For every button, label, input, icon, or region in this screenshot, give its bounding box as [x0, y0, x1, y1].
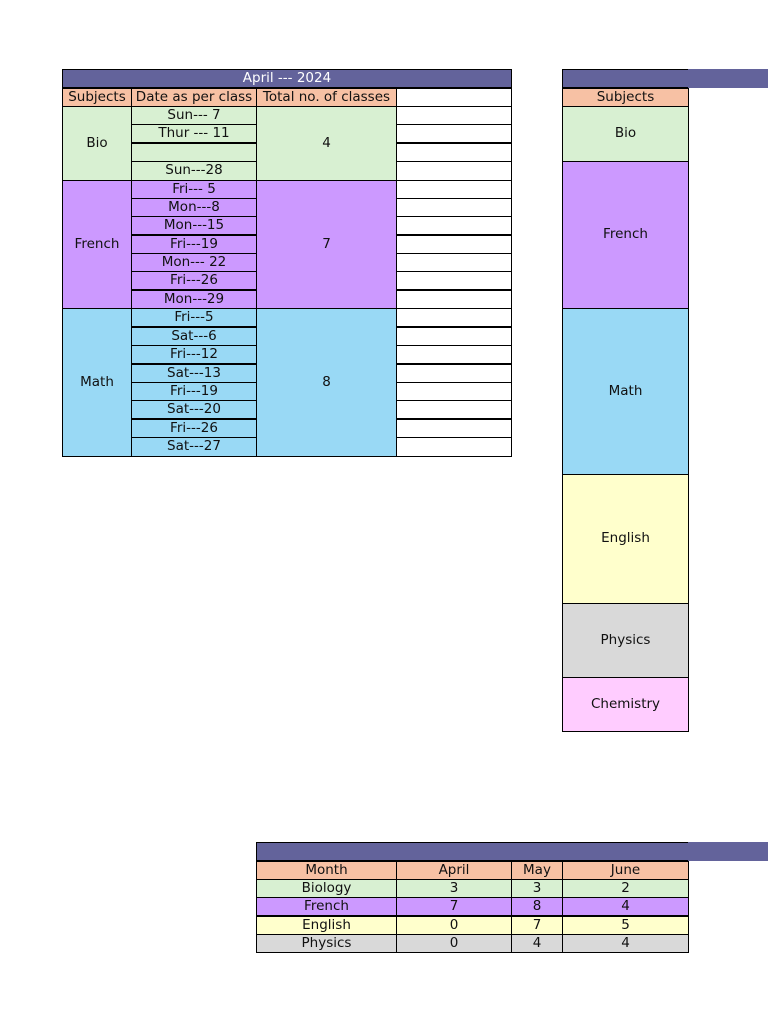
- value-cell: 0: [396, 934, 512, 953]
- subject-block-english: English: [562, 474, 689, 604]
- total-cell-french: 7: [256, 180, 397, 309]
- date-cell: Sat---27: [131, 437, 257, 457]
- empty-cell[interactable]: [396, 106, 512, 125]
- empty-cell[interactable]: [396, 290, 512, 309]
- date-cell: Fri---19: [131, 382, 257, 401]
- header-bar-overflow: [688, 842, 768, 861]
- empty-cell[interactable]: [396, 253, 512, 272]
- value-cell: 4: [511, 934, 563, 953]
- value-cell: 2: [562, 879, 689, 898]
- header-bar-overflow: [688, 69, 768, 88]
- empty-cell[interactable]: [396, 124, 512, 143]
- value-cell: 4: [562, 897, 689, 916]
- column-header-april: April: [396, 861, 512, 880]
- column-header-subjects: Subjects: [562, 88, 689, 107]
- subject-block-math: Math: [562, 308, 689, 475]
- empty-cell[interactable]: [396, 382, 512, 401]
- value-cell: 7: [511, 916, 563, 935]
- column-header-june: June: [562, 861, 689, 880]
- date-cell: Fri---26: [131, 271, 257, 290]
- date-cell: Fri---5: [131, 308, 257, 327]
- empty-cell[interactable]: [396, 419, 512, 438]
- subject-cell-math: Math: [62, 308, 132, 457]
- date-cell: Mon--- 22: [131, 253, 257, 272]
- empty-cell[interactable]: [396, 198, 512, 217]
- empty-cell[interactable]: [396, 437, 512, 457]
- empty-cell[interactable]: [396, 345, 512, 364]
- subject-block-bio: Bio: [562, 106, 689, 162]
- date-cell: Sat---20: [131, 400, 257, 419]
- row-label-biology: Biology: [256, 879, 397, 898]
- empty-cell[interactable]: [396, 88, 512, 107]
- value-cell: 3: [511, 879, 563, 898]
- empty-cell[interactable]: [396, 216, 512, 235]
- column-header-may: May: [511, 861, 563, 880]
- empty-cell[interactable]: [396, 161, 512, 181]
- date-cell: Mon---29: [131, 290, 257, 309]
- column-header-date: Date as per class: [131, 88, 257, 107]
- table-header-bar: [256, 842, 689, 861]
- row-label-english: English: [256, 916, 397, 935]
- empty-cell[interactable]: [396, 235, 512, 254]
- row-label-physics: Physics: [256, 934, 397, 953]
- empty-cell[interactable]: [396, 143, 512, 162]
- value-cell: 0: [396, 916, 512, 935]
- date-cell: Mon---8: [131, 198, 257, 217]
- value-cell: 3: [396, 879, 512, 898]
- date-cell: Sun---28: [131, 161, 257, 181]
- subject-block-physics: Physics: [562, 603, 689, 678]
- subject-block-french: French: [562, 161, 689, 309]
- subject-cell-french: French: [62, 180, 132, 309]
- table-title: April --- 2024: [62, 69, 512, 88]
- date-cell: Sat---6: [131, 327, 257, 346]
- value-cell: 8: [511, 897, 563, 916]
- value-cell: 4: [562, 934, 689, 953]
- date-cell: Sat---13: [131, 364, 257, 383]
- empty-cell[interactable]: [396, 180, 512, 199]
- total-cell-math: 8: [256, 308, 397, 457]
- empty-cell[interactable]: [396, 400, 512, 419]
- total-cell-bio: 4: [256, 106, 397, 181]
- table-header-bar: [562, 69, 689, 88]
- date-cell: Fri--- 5: [131, 180, 257, 199]
- column-header-total: Total no. of classes: [256, 88, 397, 107]
- empty-cell[interactable]: [396, 364, 512, 383]
- subject-cell-bio: Bio: [62, 106, 132, 181]
- column-header-month: Month: [256, 861, 397, 880]
- empty-cell[interactable]: [396, 271, 512, 290]
- row-label-french: French: [256, 897, 397, 916]
- value-cell: 5: [562, 916, 689, 935]
- date-cell: Sun--- 7: [131, 106, 257, 125]
- date-cell: Mon---15: [131, 216, 257, 235]
- empty-cell[interactable]: [396, 308, 512, 327]
- date-cell: Fri---12: [131, 345, 257, 364]
- column-header-subjects: Subjects: [62, 88, 132, 107]
- value-cell: 7: [396, 897, 512, 916]
- empty-cell[interactable]: [396, 327, 512, 346]
- subject-block-chemistry: Chemistry: [562, 677, 689, 732]
- date-cell: Fri---19: [131, 235, 257, 254]
- date-cell: Fri---26: [131, 419, 257, 438]
- date-cell: [131, 143, 257, 162]
- date-cell: Thur --- 11: [131, 124, 257, 143]
